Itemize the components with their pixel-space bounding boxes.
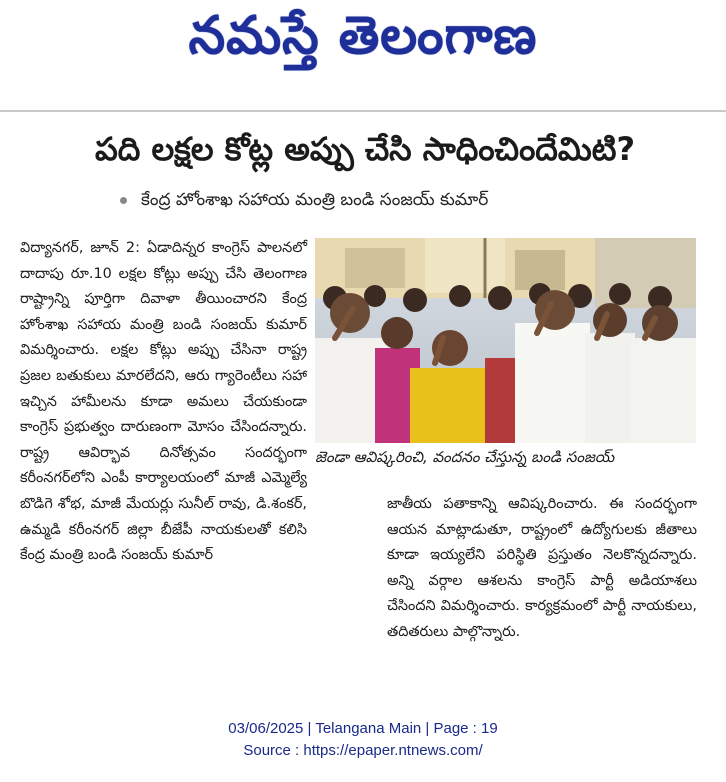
column-2-text: జాతీయ పతాకాన్ని ఆవిష్కరించారు. ఈ సందర్భంగా ఆయన మాట్లాడుతూ, రాష్ట్రంలో ఉద్యోగులకు జీతాలు కూడా ఇయ్యలేని పరిస్థితి ప్రస్తుతం నెలకొన్నదన్నారు. అన్ని వర్గాల ఆశలను కాంగ్రెస్ పార్టీ అడియాశలు చేసిందని విమర్శించారు. కార్యక్రమంలో పార్టీ నాయకులు, తదితరులు పాల్గొన్నారు. — [387, 496, 697, 640]
masthead — [0, 0, 726, 110]
photo-caption: జెండా ఆవిష్కరించి, వందనం చేస్తున్న బండి సంజయ్ — [315, 448, 615, 466]
article-column-2 — [387, 492, 697, 646]
flag-salute-photo — [315, 238, 696, 443]
footer-source-link[interactable]: Source : https://epaper.ntnews.com/ — [243, 742, 483, 759]
masthead-divider — [0, 110, 726, 112]
footer-edition-info: 03/06/2025 | Telangana Main | Page : 19 — [228, 720, 498, 737]
bullet-icon — [120, 197, 127, 204]
article-column-1 — [20, 236, 307, 569]
article-photo — [315, 238, 696, 443]
column-1-text: విద్యానగర్, జూన్ 2: ఏడాదిన్నర కాంగ్రెస్ పాలనలో దాదాపు రూ.10 లక్షల కోట్లు అప్పు చేసి తెలంగాణ రాష్ట్రాన్ని పూర్తిగా దివాళా తీయించారని కేంద్ర హోంశాఖ సహాయ మంత్రి బండి సంజయ్ కుమార్ విమర్శించారు. లక్షల కోట్లు అప్పు చేసినా రాష్ట్ర ప్రజల బతుకులు మారలేదని, ఆరు గ్యారెంటీలు సహా ఇచ్చిన హామీలను కూడా అమలు చేయకుండా కాంగ్రెస్ ప్రభుత్వం దారుణంగా మోసం చేసిందన్నారు. రాష్ట్ర ఆవిర్భావ దినోత్సవం సందర్భంగా కరీంనగర్‌లోని ఎంపీ కార్యాలయంలో మాజీ ఎమ్మెల్యే బొడిగె శోభ, మాజీ మేయర్లు సునీల్ రావు, డి.శంకర్, ఉమ్మడి కరీంనగర్ జిల్లా బీజేపీ నాయకులతో కలిసి కేంద్ర మంత్రి బండి సంజయ్ కుమార్ — [20, 240, 307, 564]
page-footer — [0, 718, 726, 762]
article-byline — [120, 190, 620, 214]
newspaper-logo: నమస్తే తెలంగాణ — [188, 6, 538, 66]
byline-text: కేంద్ర హోంశాఖ సహాయ మంత్రి బండి సంజయ్ కుమార్ — [141, 190, 489, 210]
article-headline: పది లక్షల కోట్ల అప్పు చేసి సాధించిందేమిటి? — [94, 130, 636, 168]
